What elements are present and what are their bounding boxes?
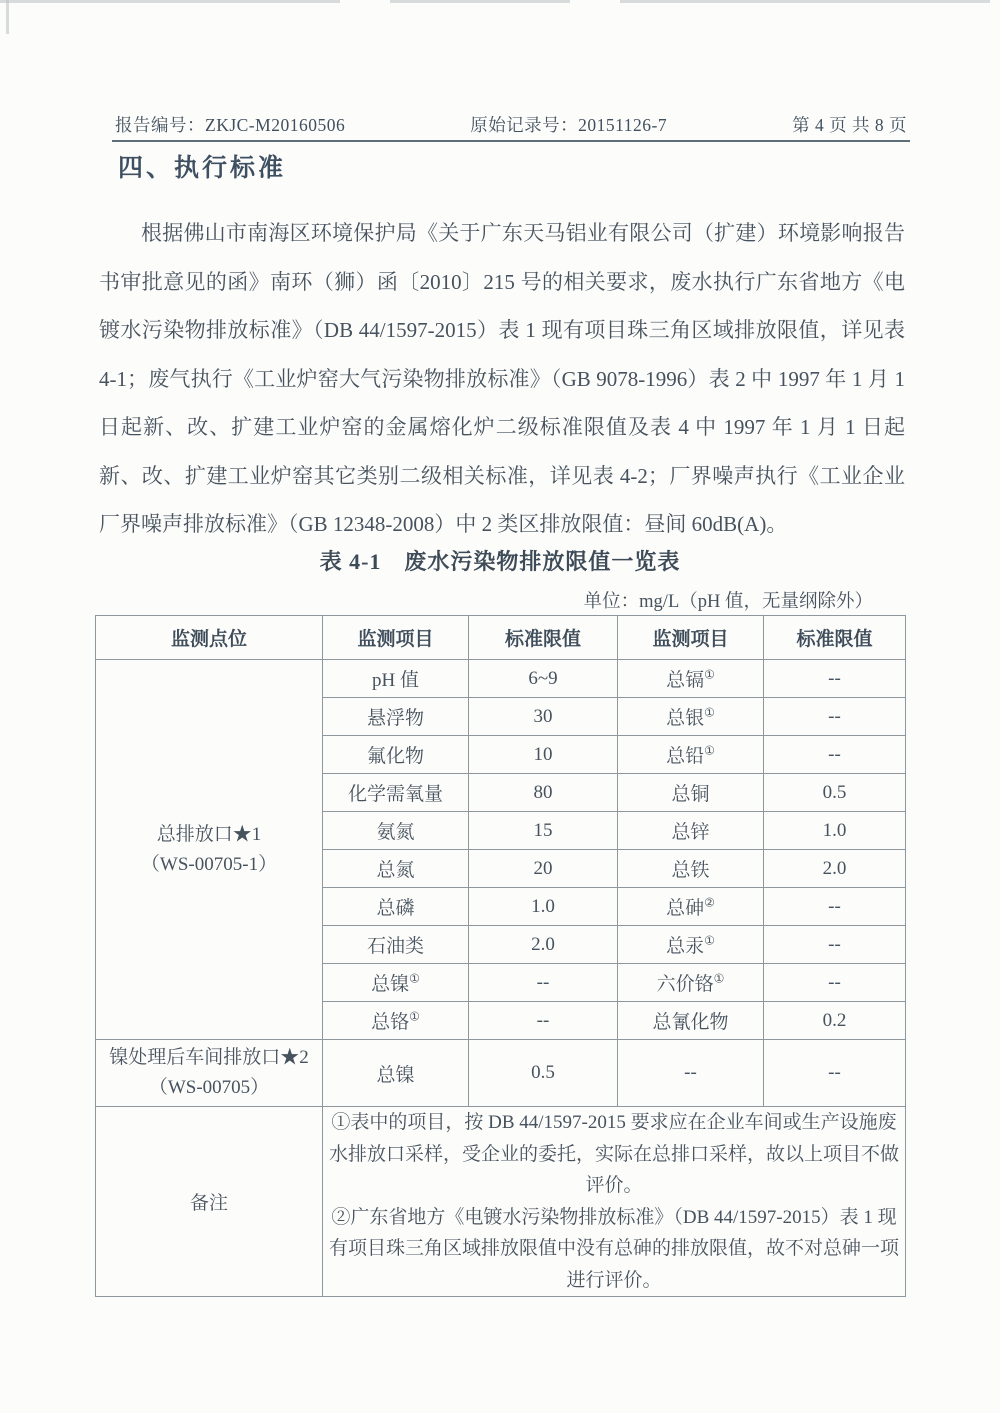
item-cell	[618, 964, 764, 1002]
limit-cell: 1.0	[469, 888, 618, 926]
limit-cell: --	[764, 964, 906, 1002]
table-unit-note: 单位：mg/L（pH 值，无量纲除外）	[583, 592, 873, 612]
scan-artifact-top-mid	[390, 0, 570, 3]
record-number: 原始记录号：20151126-7	[470, 115, 668, 135]
item-cell	[618, 850, 764, 888]
item-cell	[323, 1002, 469, 1040]
limit-cell: 0.5	[764, 774, 906, 812]
table-title: 表 4-1 废水污染物排放限值一览表	[319, 549, 681, 574]
item-cell	[618, 926, 764, 964]
item-text: 总磷	[376, 898, 415, 919]
item-cell	[618, 736, 764, 774]
item-text: 六价铬	[656, 974, 714, 995]
item-cell	[618, 698, 764, 736]
monitoring-point-2-code: （WS-00705）	[148, 1077, 270, 1098]
item-cell	[323, 850, 469, 888]
limit-cell: --	[764, 736, 906, 774]
col-header-monitoring-point: 监测点位	[96, 616, 323, 660]
limit-cell: --	[764, 926, 906, 964]
item-text: 总铜	[671, 784, 710, 805]
item-cell	[618, 774, 764, 812]
item-text: 总氮	[376, 860, 415, 881]
item-text: 总镉	[666, 670, 705, 691]
limit-cell: 2.0	[764, 850, 906, 888]
remark-note-1: ①表中的项目，按 DB 44/1597-2015 要求应在企业车间或生产设施废水排放口采样，受企业的委托，实际在总排口采样，故以上项目不做评价。	[328, 1112, 899, 1196]
monitoring-point-1-name: 总排放口★1	[156, 823, 262, 845]
scan-artifact-top-left	[0, 0, 340, 3]
table-row-remark	[96, 1107, 906, 1297]
limit-cell: --	[764, 698, 906, 736]
item-text: 悬浮物	[366, 708, 424, 729]
item-footnote-mark: ①	[409, 1009, 420, 1024]
item-cell	[618, 888, 764, 926]
item-footnote-mark: ①	[704, 705, 715, 720]
item-cell	[323, 964, 469, 1002]
item-cell: 总镍	[323, 1040, 469, 1107]
section-title: 四、执行标准	[118, 155, 287, 182]
item-footnote-mark: ①	[713, 971, 725, 986]
remark-label: 备注	[96, 1107, 323, 1297]
item-text: 总铬	[371, 1012, 410, 1033]
item-cell	[323, 660, 469, 698]
item-text: 总镍	[371, 974, 410, 995]
header-divider	[112, 140, 910, 142]
limit-cell: 10	[469, 736, 618, 774]
item-text: 总汞	[666, 936, 705, 957]
item-cell	[323, 888, 469, 926]
item-text: 总锌	[671, 822, 710, 843]
col-header-item-1: 监测项目	[323, 616, 469, 660]
monitoring-point-1-code: （WS-00705-1）	[140, 853, 278, 875]
body-paragraph: 根据佛山市南海区环境保护局《关于广东天马铝业有限公司（扩建）环境影响报告书审批意见的函》南环（狮）函〔2010〕215 号的相关要求，废水执行广东省地方《电镀水污染物排放标准》（DB 44/1597-2015）表 1 现有项目珠三角区域排放限值，详见表 4-1；废气执行《工业炉窑大气污染物排放标准》（GB 9078-1996）表 2 中 1997 年 1 月 1 日起新、改、扩建工业炉窑的金属熔化炉二级标准限值及表 4 中 1997 年 1 月 1 日起新、改、扩建工业炉窑其它类别二级相关标准，详见表 4-2；厂界噪声执行《工业企业厂界噪声排放标准》（GB 12348-2008）中 2 类区排放限值：昼间 60dB(A)。	[99, 221, 906, 536]
wastewater-limits-table	[95, 615, 906, 1297]
scan-artifact-left-edge	[6, 0, 9, 34]
limit-cell: 0.5	[469, 1040, 618, 1107]
table-row-nickel-outlet	[96, 1040, 906, 1107]
item-footnote-mark: ①	[704, 933, 715, 948]
item-text: 总银	[666, 708, 705, 729]
monitoring-point-1-cell	[96, 660, 323, 1040]
limit-cell: 0.2	[764, 1002, 906, 1040]
item-text: 化学需氧量	[347, 784, 443, 805]
item-cell	[323, 926, 469, 964]
item-text: 总铁	[671, 860, 710, 881]
monitoring-point-2-cell	[96, 1040, 323, 1107]
monitoring-point-2-name: 镍处理后车间排放口★2	[109, 1047, 309, 1068]
item-cell	[618, 660, 764, 698]
page-header	[115, 112, 907, 137]
item-footnote-mark: ①	[409, 971, 420, 986]
item-cell	[323, 812, 469, 850]
item-text: 总氰化物	[652, 1012, 729, 1033]
item-text: 氨氮	[376, 822, 415, 843]
item-text: 氟化物	[366, 746, 424, 767]
limit-cell: 30	[469, 698, 618, 736]
report-number: 报告编号：ZKJC-M20160506	[115, 115, 346, 135]
limit-cell: 80	[469, 774, 618, 812]
item-text: 石油类	[366, 936, 424, 957]
col-header-item-2: 监测项目	[618, 616, 764, 660]
item-cell	[618, 1002, 764, 1040]
limit-cell: 2.0	[469, 926, 618, 964]
table-row	[96, 660, 906, 698]
limit-cell: 1.0	[764, 812, 906, 850]
limit-cell: 20	[469, 850, 618, 888]
limit-cell: --	[469, 964, 618, 1002]
table-header-row	[96, 616, 906, 660]
item-cell	[323, 698, 469, 736]
col-header-limit-2: 标准限值	[764, 616, 906, 660]
item-cell	[618, 812, 764, 850]
item-footnote-mark: ②	[704, 895, 715, 910]
remark-content	[323, 1107, 906, 1297]
scan-artifact-top-right	[620, 0, 990, 3]
item-cell: --	[618, 1040, 764, 1107]
item-text: 总铅	[666, 746, 705, 767]
item-footnote-mark: ①	[704, 667, 715, 682]
item-cell	[323, 736, 469, 774]
limit-cell: --	[469, 1002, 618, 1040]
item-footnote-mark: ①	[704, 743, 715, 758]
limit-cell: --	[764, 1040, 906, 1107]
remark-note-2: ②广东省地方《电镀水污染物排放标准》（DB 44/1597-2015）表 1 现有项目珠三角区域排放限值中没有总砷的排放限值，故不对总砷一项进行评价。	[328, 1206, 899, 1291]
item-text: 总砷	[666, 898, 705, 919]
limit-cell: --	[764, 660, 906, 698]
page-number: 第 4 页 共 8 页	[792, 115, 907, 135]
limit-cell: 6~9	[469, 660, 618, 698]
limit-cell: --	[764, 888, 906, 926]
item-text: pH 值	[372, 670, 419, 691]
item-cell	[323, 774, 469, 812]
col-header-limit-1: 标准限值	[469, 616, 618, 660]
limit-cell: 15	[469, 812, 618, 850]
